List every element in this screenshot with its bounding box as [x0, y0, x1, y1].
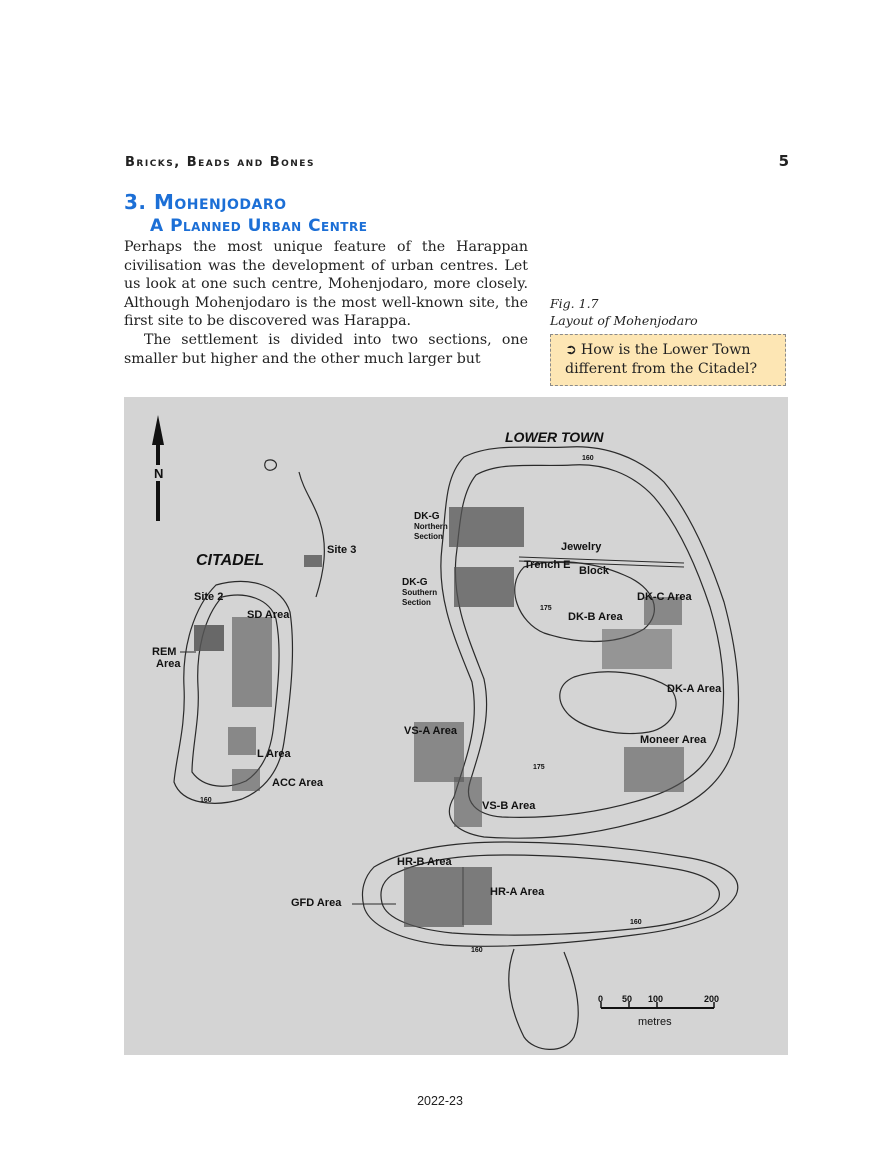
contour-label: 175 [540, 605, 552, 612]
label-dkg-south-sub2: Section [402, 598, 431, 607]
label-hra-area: HR-A Area [490, 886, 545, 898]
label-dkg-south: DK-G [402, 577, 428, 588]
label-l-area: L Area [257, 748, 291, 760]
contour-label: 160 [200, 797, 212, 804]
scale-unit: metres [638, 1016, 672, 1028]
contour-label: 160 [630, 919, 642, 926]
label-dkg-north-sub1: Northern [414, 522, 448, 531]
label-vsa-area: VS-A Area [404, 725, 457, 737]
section-title: 3. Mohenjodaro [124, 190, 287, 214]
scale-100: 100 [648, 994, 664, 1004]
figure-title: Layout of Mohenjodaro [550, 312, 698, 328]
label-sd-area: SD Area [247, 609, 290, 621]
label-vsb-area: VS-B Area [482, 800, 536, 812]
label-dkg-south-sub1: Southern [402, 588, 438, 597]
label-gfd-area: GFD Area [291, 897, 342, 909]
label-block: Block [579, 565, 609, 577]
arrow-icon: ➲ [565, 342, 577, 358]
section-subtitle: A Planned Urban Centre [150, 216, 368, 236]
north-arrow [152, 415, 164, 521]
footer-year: 2022-23 [417, 1094, 463, 1108]
figure-caption [550, 296, 750, 329]
north-label: N [154, 466, 164, 481]
label-citadel: CITADEL [196, 552, 265, 569]
label-jewelry: Jewelry [561, 541, 602, 553]
question-text: How is the Lower Town different from the Citadel? [565, 342, 758, 377]
body-text [124, 238, 528, 368]
label-dka-area: DK-A Area [667, 683, 722, 695]
label-lower-town: LOWER TOWN [505, 429, 604, 445]
label-dkg-north: DK-G [414, 511, 440, 522]
label-hrb-area: HR-B Area [397, 856, 452, 868]
paragraph: Perhaps the most unique feature of the Harappan civilisation was the development of urban centres. Let us look at one such centre, Mohenjodaro, more closely. Although Mohenjodaro is the most well-known site, the first site to be discovered was Harappa. [124, 239, 528, 330]
figure-number: Fig. 1.7 [550, 296, 599, 311]
paragraph: The settlement is divided into two sections, one smaller but higher and the other much larger but [124, 331, 528, 367]
label-moneer-area: Moneer Area [640, 734, 707, 746]
label-rem: REM [152, 646, 177, 658]
scale-bar [598, 994, 719, 1028]
scale-0: 0 [598, 994, 604, 1004]
running-title: Bricks, Beads and Bones [125, 155, 315, 170]
scale-50: 50 [622, 994, 633, 1004]
label-trench-e: Trench E [524, 559, 571, 571]
running-header [125, 152, 789, 170]
contour-label: 175 [533, 764, 545, 771]
label-dkb-area: DK-B Area [568, 611, 623, 623]
label-dkg-north-sub2: Section [414, 532, 443, 541]
label-rem-area: Area [156, 658, 181, 670]
label-site-2: Site 2 [194, 591, 224, 603]
contour-label: 160 [582, 455, 594, 462]
scale-200: 200 [704, 994, 720, 1004]
mohenjodaro-map [124, 397, 788, 1055]
page-number: 5 [778, 152, 789, 170]
label-dkc-area: DK-C Area [637, 591, 692, 603]
question-box [550, 334, 786, 386]
map-drawing [124, 397, 788, 1055]
label-site-3: Site 3 [327, 544, 357, 556]
contour-label: 160 [471, 947, 483, 954]
label-acc-area: ACC Area [272, 777, 323, 789]
